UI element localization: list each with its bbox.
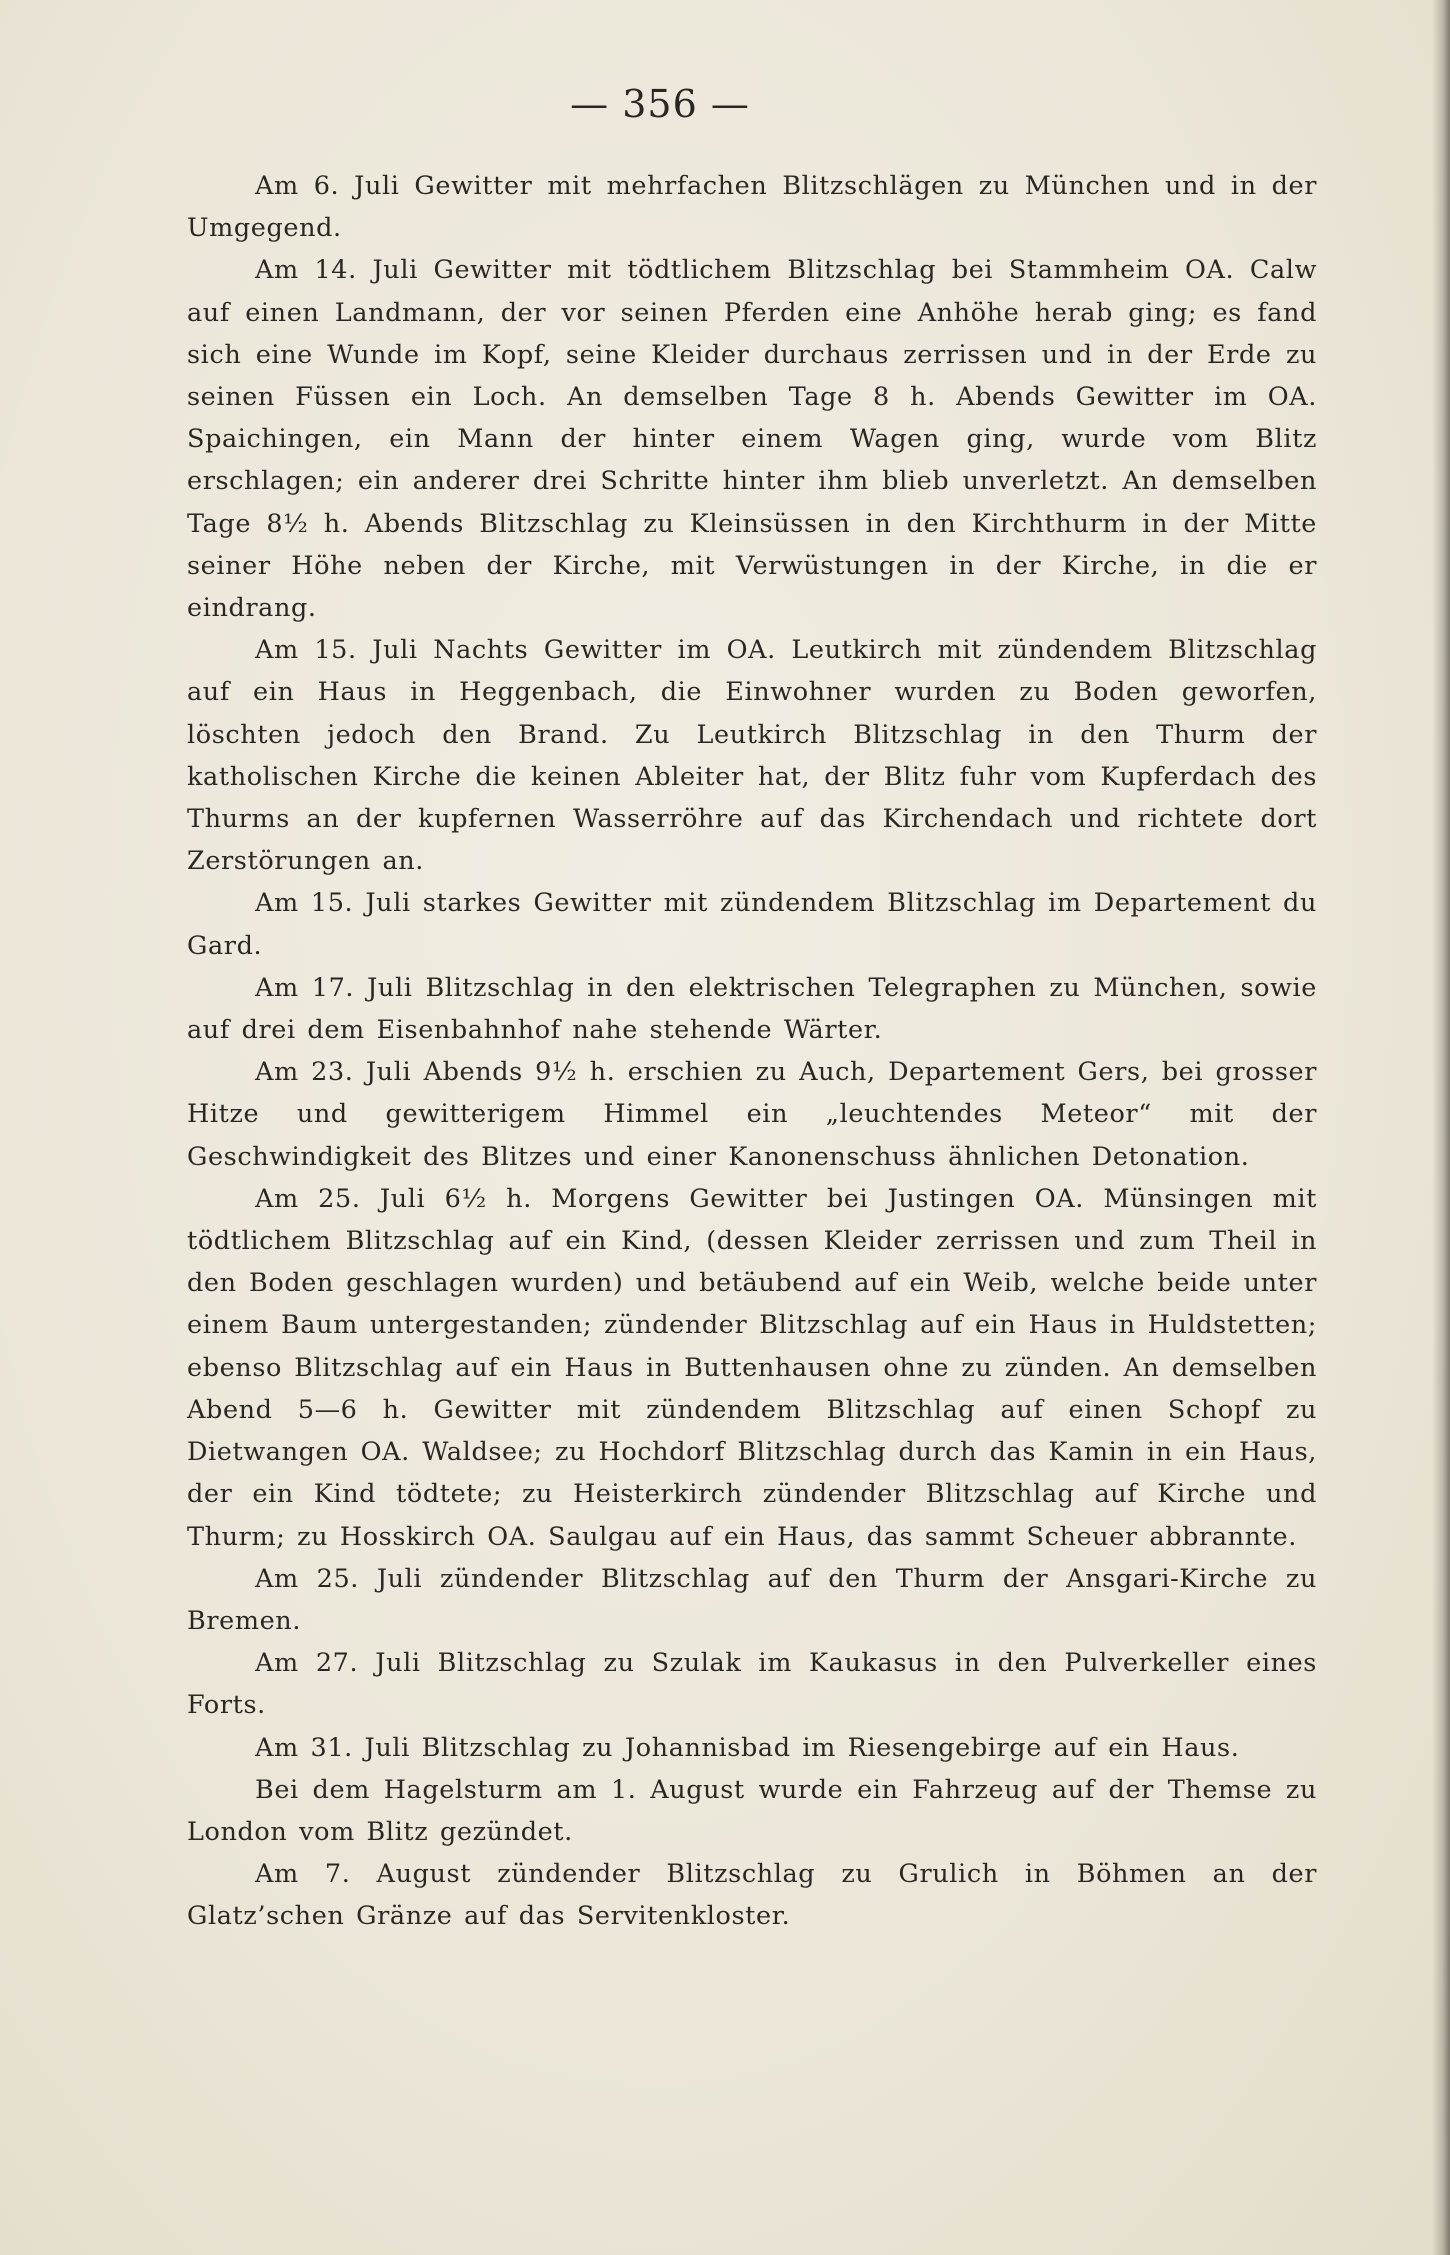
body-text: [187, 165, 1317, 1938]
page-binding-edge: [1432, 0, 1450, 2255]
paragraph-juli-31: Am 31. Juli Blitzschlag zu Johannisbad im Riesengebirge auf ein Haus.: [255, 1732, 1240, 1763]
paragraph-august-7: Am 7. August zündender Blitzschlag zu Grulich in Böhmen an der Glatz’schen Gränze auf das Servitenkloster.: [187, 1859, 1317, 1932]
paragraph-juli-15-gard: Am 15. Juli starkes Gewitter mit zündendem Blitzschlag im Departement du Gard.: [187, 888, 1317, 961]
paragraph-juli-6: Am 6. Juli Gewitter mit mehrfachen Blitzschlägen zu München und in der Umgegend.: [187, 171, 1317, 244]
paragraph-august-1: Bei dem Hagelsturm am 1. August wurde ein Fahrzeug auf der Themse zu London vom Blitz gezündet.: [187, 1774, 1317, 1847]
paragraph-juli-23: Am 23. Juli Abends 9½ h. erschien zu Auch, Departement Gers, bei grosser Hitze und gewitterigem Himmel ein „leuchtendes Meteor“ mit der Geschwindigkeit des Blitzes und einer Kanonenschuss ähnlichen Detonation.: [187, 1057, 1317, 1172]
paragraph-juli-17: Am 17. Juli Blitzschlag in den elektrischen Telegraphen zu München, sowie auf drei dem Eisenbahnhof nahe stehende Wärter.: [187, 972, 1317, 1046]
paragraph-juli-25-justingen: Am 25. Juli 6½ h. Morgens Gewitter bei Justingen OA. Münsingen mit tödtlichem Blitzschlag auf ein Kind, (dessen Kleider zerrissen und zum Theil in den Boden geschlagen wurden) und betäubend auf ein Weib, welche beide unter einem Baum untergestanden; zündender Blitzschlag auf ein Haus in Huldstetten; ebenso Blitzschlag auf ein Haus in Buttenhausen ohne zu zünden. An demselben Abend 5—6 h. Gewitter mit zündendem Blitzschlag auf einen Schopf zu Dietwangen OA. Waldsee; zu Hochdorf Blitzschlag durch das Kamin in ein Haus, der ein Kind tödtete; zu Heisterkirch zündender Blitzschlag auf Kirche und Thurm; zu Hosskirch OA. Saulgau auf ein Haus, das sammt Scheuer abbrannte.: [187, 1183, 1317, 1552]
paragraph-juli-15-leutkirch: Am 15. Juli Nachts Gewitter im OA. Leutkirch mit zündendem Blitzschlag auf ein Haus in Heggenbach, die Einwohner wurden zu Boden geworfen, löschten jedoch den Brand. Zu Leutkirch Blitzschlag in den Thurm der katholischen Kirche die keinen Ableiter hat, der Blitz fuhr vom Kupferdach des Thurms an der kupfernen Wasserröhre auf das Kirchendach und richtete dort Zerstörungen an.: [187, 635, 1317, 877]
paragraph-juli-27: Am 27. Juli Blitzschlag zu Szulak im Kaukasus in den Pulverkeller eines Forts.: [187, 1648, 1317, 1721]
page-number: — 356 —: [570, 82, 750, 126]
paragraph-juli-25-bremen: Am 25. Juli zündender Blitzschlag auf den Thurm der Ansgari-Kirche zu Bremen.: [187, 1563, 1317, 1636]
paragraph-juli-14: Am 14. Juli Gewitter mit tödtlichem Blitzschlag bei Stammheim OA. Calw auf einen Landmann, der vor seinen Pferden eine Anhöhe herab ging; es fand sich eine Wunde im Kopf, seine Kleider durchaus zerrissen und in der Erde zu seinen Füssen ein Loch. An demselben Tage 8 h. Abends Gewitter im OA. Spaichingen, ein Mann der hinter einem Wagen ging, wurde vom Blitz erschlagen; ein anderer drei Schritte hinter ihm blieb unverletzt. An demselben Tage 8½ h. Abends Blitzschlag zu Kleinsüssen in den Kirchthurm in der Mitte seiner Höhe neben der Kirche, mit Verwüstungen in der Kirche, in die er eindrang.: [187, 255, 1317, 624]
